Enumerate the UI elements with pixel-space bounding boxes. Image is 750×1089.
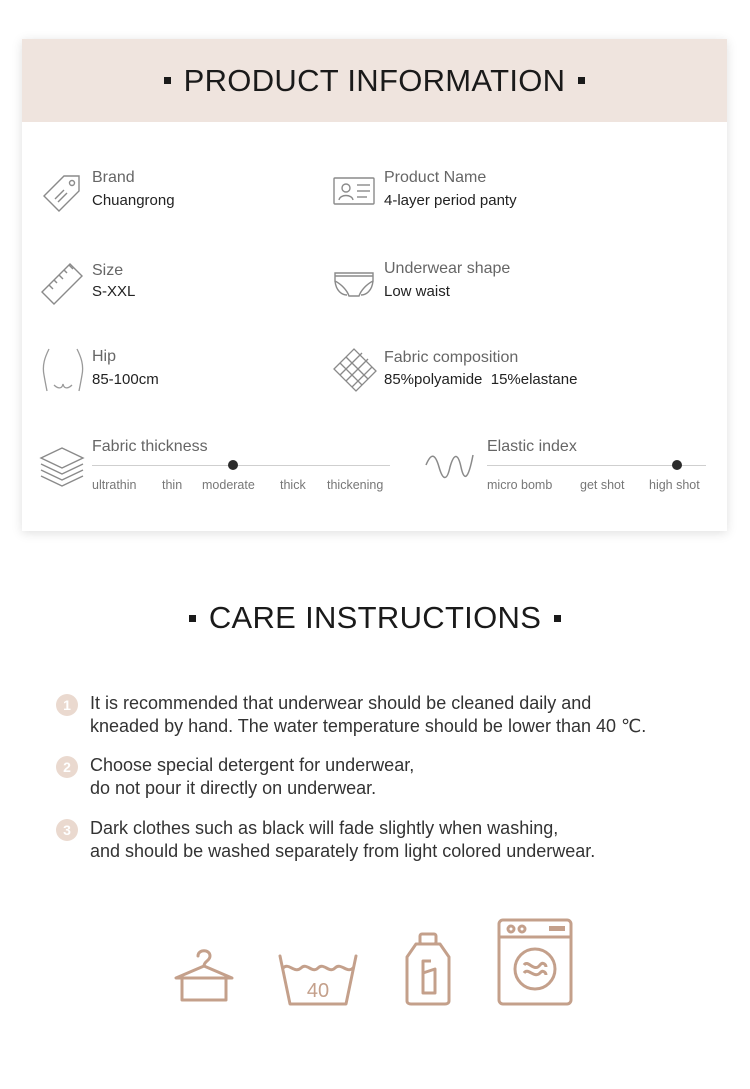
fabric-thickness-option: moderate (202, 478, 255, 492)
hanger-icon (172, 944, 236, 1004)
machine-display (549, 926, 565, 931)
fabric-thickness-track (92, 465, 390, 466)
care-line: Dark clothes such as black will fade slightly when washing, (90, 818, 559, 838)
underwear-shape-value: Low waist (384, 283, 450, 300)
elastic-index-option: get shot (580, 478, 625, 492)
size-label: Size (92, 262, 124, 279)
card-header (22, 39, 727, 122)
washing-machine-icon (496, 917, 574, 1007)
layers-icon (39, 444, 85, 490)
square-bullet-icon (164, 77, 171, 84)
care-line: kneaded by hand. The water temperature should be lower than 40 ℃. (90, 716, 647, 736)
square-bullet-icon (554, 615, 561, 622)
wave-icon (424, 449, 476, 485)
fabric-thickness-marker (228, 460, 238, 470)
product-name-label: Product Name (384, 169, 487, 186)
product-information-title: PRODUCT INFORMATION (183, 62, 566, 98)
care-text (90, 754, 414, 800)
elastic-index-marker (672, 460, 682, 470)
care-line: It is recommended that underwear should be cleaned daily and (90, 693, 592, 713)
brand-value: Chuangrong (92, 192, 175, 209)
hip-value: 85-100cm (92, 371, 159, 388)
brand-label: Brand (92, 169, 135, 186)
tag-icon (40, 169, 86, 215)
elastic-index-option: high shot (649, 478, 700, 492)
fabric-thickness-option: ultrathin (92, 478, 137, 492)
elastic-index-label: Elastic index (487, 438, 577, 455)
underwear-shape-label: Underwear shape (384, 260, 511, 277)
care-instructions-title: CARE INSTRUCTIONS (208, 600, 542, 635)
id-card-icon (332, 169, 378, 215)
fabric-composition-value: 85%polyamide 15%elastane (384, 371, 578, 388)
care-text (90, 692, 646, 738)
hip-label: Hip (92, 348, 117, 365)
step-number-badge: 1 (56, 694, 78, 716)
square-bullet-icon (578, 77, 585, 84)
product-information-card (22, 39, 727, 531)
fabric-weave-icon (332, 347, 378, 393)
care-title-wrap (176, 600, 574, 636)
step-number-badge: 3 (56, 819, 78, 841)
care-line: Choose special detergent for underwear, (90, 755, 415, 775)
section-title (151, 63, 599, 99)
step-number-badge: 2 (56, 756, 78, 778)
fabric-composition-label: Fabric composition (384, 349, 519, 366)
fabric-thickness-option: thin (162, 478, 183, 492)
fabric-thickness-option: thick (280, 478, 306, 492)
fabric-thickness-label: Fabric thickness (92, 438, 208, 455)
hip-outline-icon (40, 347, 86, 393)
care-line: do not pour it directly on underwear. (90, 778, 377, 798)
elastic-index-option: micro bomb (487, 478, 553, 492)
wash-temperature: 40 (306, 980, 330, 1002)
fabric-thickness-option: thickening (327, 478, 384, 492)
size-value: S-XXL (92, 283, 136, 300)
detergent-bottle-icon (401, 931, 455, 1007)
product-name-value: 4-layer period panty (384, 192, 517, 209)
care-text (90, 817, 595, 863)
ruler-icon (40, 260, 86, 306)
square-bullet-icon (189, 615, 196, 622)
care-line: and should be washed separately from light colored underwear. (90, 841, 596, 861)
care-instructions-heading (0, 600, 750, 636)
briefs-icon (332, 260, 378, 306)
wash-tub-icon (277, 952, 359, 1008)
